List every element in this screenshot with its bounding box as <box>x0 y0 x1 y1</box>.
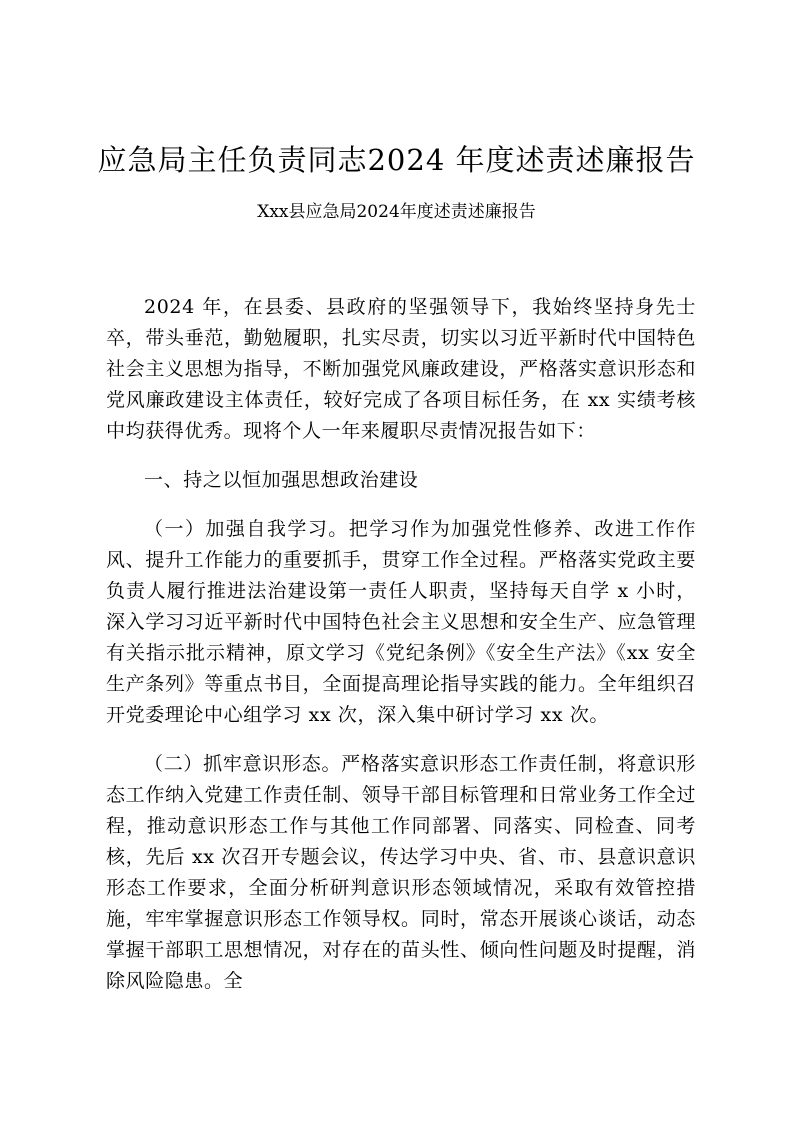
section-heading: 一、持之以恒加强思想政治建设 <box>144 469 419 491</box>
study-paragraph: （一）加强自我学习。把学习作为加强党性修养、改进工作作风、提升工作能力的重要抓手，贯穿工作全过程。严格落实党政主要负责人履行推进法治建设第一责任人职责，坚持每天自学 x 小时，深入学习习近平新时代中国特色社会主义思想和安全生产、应急管理有关指示批示精神，原文学习《党纪条例》《安全生产法》《xx 安全生产条列》等重点书目，全面提高理论指导实践的能力。全年组织召开党委理论中心组学习 xx 次，深入集中研讨学习 xx 次。 <box>106 518 696 726</box>
intro-paragraph: 2024 年，在县委、县政府的坚强领导下，我始终坚持身先士卒，带头垂范，勤勉履职，扎实尽责，切实以习近平新时代中国特色社会主义思想为指导，不断加强党风廉政建设，严格落实意识形态和党风廉政建设主体责任，较好完成了各项目标任务，在 xx 实绩考核中均获得优秀。现将个人一年来履职尽责情况报告如下： <box>106 296 696 442</box>
document-body <box>106 292 696 1015</box>
document-title: 应急局主任负责同志2024 年度述责述廉报告 <box>97 143 696 177</box>
ideology-paragraph: （二）抓牢意识形态。严格落实意识形态工作责任制，将意识形态工作纳入党建工作责任制、领导干部目标管理和日常业务工作全过程，推动意识形态工作与其他工作同部署、同落实、同检查、同考核，先后 xx 次召开专题会议，传达学习中央、省、市、县意识意识形态工作要求，全面分析研判意识形态领域情况，采取有效管控措施，牢牢掌握意识形态工作领导权。同时，常态开展谈心谈话，动态掌握干部职工思想情况，对存在的苗头性、倾向性问题及时提醒，消除风险隐患。全 <box>106 753 696 992</box>
document-subtitle: Xxx县应急局2024年度述责述廉报告 <box>257 202 536 222</box>
